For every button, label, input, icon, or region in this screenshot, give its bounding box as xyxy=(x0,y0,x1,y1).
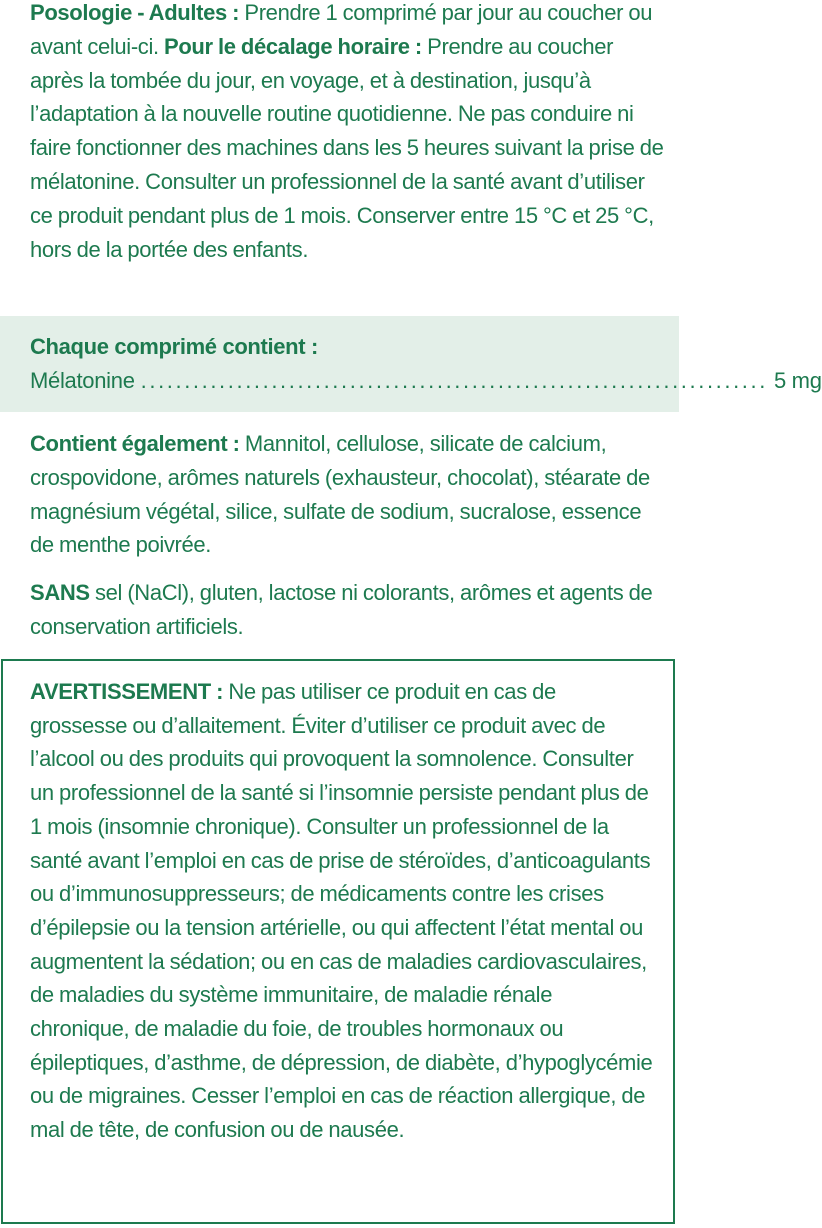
free-from-label: SANS xyxy=(30,580,90,605)
leader-dots: ........................................................................ xyxy=(140,368,768,393)
other-ingredients-text: Mannitol, cellulose, silicate de calcium, crospovidone, arômes naturels (exhausteur, chocolat), stéarate de magnésium végétal, silice, sulfate de sodium, sucralose, essence de menthe poivrée. xyxy=(30,431,650,558)
jetlag-text: Prendre au coucher après la tombée du jour, en voyage, et à destination, jusqu’à l’adaptation à la nouvelle routine quotidienne. Ne pas conduire ni faire fonctionner des machines dans les 5 heures suivant la prise de mélatonine. Consulter un professionnel de la santé avant d’utiliser ce produit pendant plus de 1 mois. Conserver entre 15 °C et 25 °C, hors de la portée des enfants. xyxy=(30,33,664,262)
ingredient-dose: 5 mg xyxy=(773,368,822,393)
dosage-text: Prendre 1 comprimé par jour au coucher ou avant celui-ci. xyxy=(30,0,653,59)
ingredient-row xyxy=(30,364,822,398)
dosage-section xyxy=(30,0,670,266)
warning-section xyxy=(30,675,655,1147)
free-from-section xyxy=(30,576,670,644)
ingredient-name: Mélatonine xyxy=(30,368,135,393)
warning-text: Ne pas utiliser ce produit en cas de grossesse ou d’allaitement. Éviter d’utiliser ce produit avec de l’alcool ou des produits qui provoquent la somnolence. Consulter un professionnel de la santé si l’insomnie persiste pendant plus de 1 mois (insomnie chronique). Consulter un professionnel de la santé avant l’emploi en cas de prise de stéroïdes, d’anticoagulants ou d’immunosuppresseurs; de médicaments contre les crises d’épilepsie ou la tension artérielle, ou qui affectent l’état mental ou augmentent la sédation; ou en cas de maladies cardiovasculaires, de maladies du système immunitaire, de maladie rénale chronique, de maladie du foie, de troubles hormonaux ou épileptiques, d’asthme, de dépression, de diabète, d’hypoglycémie ou de migraines. Cesser l’emploi en cas de réaction allergique, de mal de tête, de confusion ou de nausée. xyxy=(30,679,653,1143)
composition-title: Chaque comprimé contient : xyxy=(30,334,318,359)
warning-label: AVERTISSEMENT : xyxy=(30,679,224,704)
free-from-text: sel (NaCl), gluten, lactose ni colorants, arômes et agents de conservation artificiels. xyxy=(30,580,653,639)
jetlag-label: Pour le décalage horaire : xyxy=(164,33,422,59)
other-ingredients-label: Contient également : xyxy=(30,431,240,456)
dosage-label: Posologie - Adultes : xyxy=(30,0,240,25)
other-ingredients-section xyxy=(30,427,670,562)
